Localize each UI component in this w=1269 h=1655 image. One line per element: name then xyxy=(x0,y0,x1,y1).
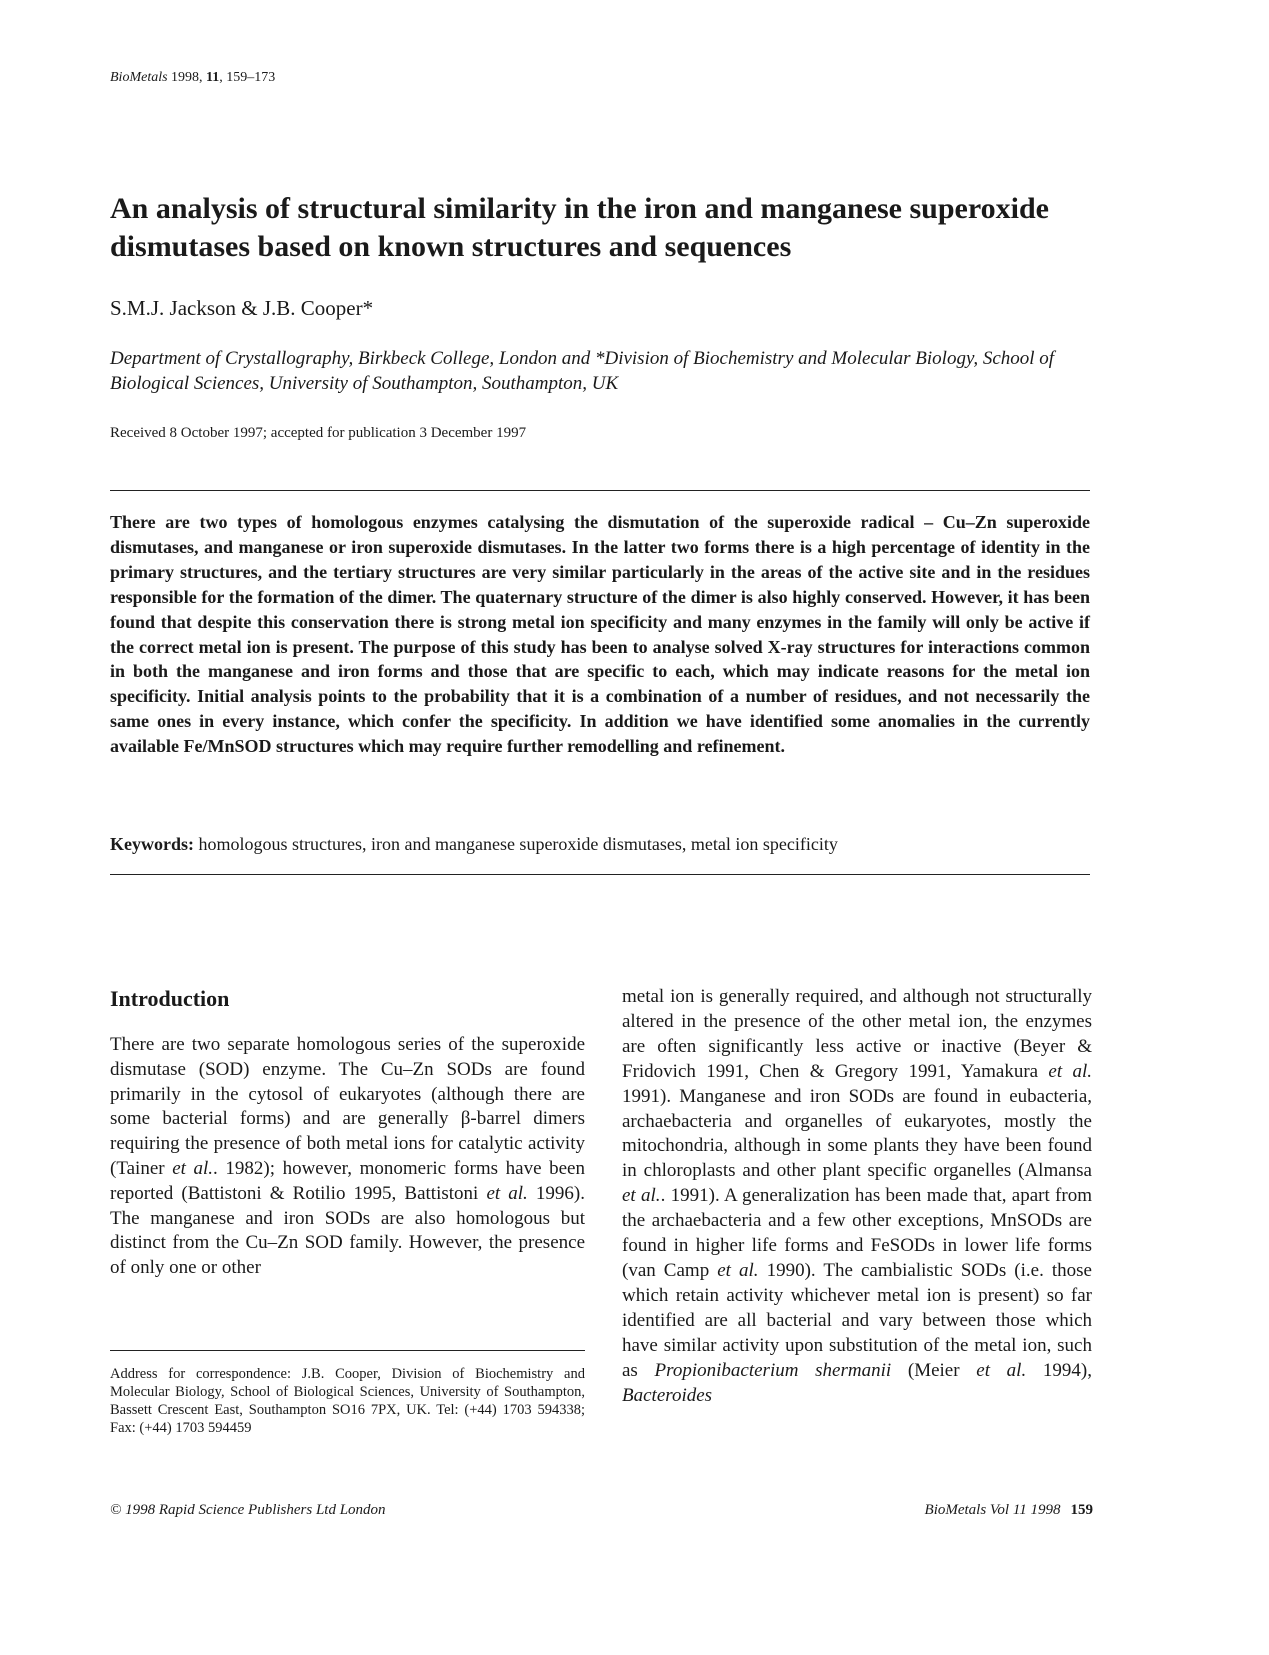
text-run: . 1982); however, monomeric forms have been reported (Battistoni & Rotilio 1995, Battistoni xyxy=(110,1157,585,1204)
received-dates: Received 8 October 1997; accepted for publication 3 December 1997 xyxy=(110,425,527,441)
page-number: 159 xyxy=(1070,1502,1093,1518)
text-run: 1991). Manganese and iron SODs are found in eubacteria, archaebacteria and organelles of eukaryotes, mostly the mitochondria, although in some plants they have been found in chloroplasts and other plant specific organelles (Almansa xyxy=(622,1085,1092,1182)
running-head-pages: , 159–173 xyxy=(219,70,276,85)
abstract-top-rule xyxy=(110,490,1090,491)
citation-etal: et al. xyxy=(172,1157,214,1179)
article-title: An analysis of structural similarity in the iron and manganese superoxide dismutases based on known structures and sequences xyxy=(110,192,1049,263)
citation-etal: et al. xyxy=(486,1182,528,1204)
citation-etal: et al. xyxy=(1048,1060,1092,1082)
keywords-label: Keywords: xyxy=(110,834,194,854)
text-run: 1996). The manganese and iron SODs are also homologous but distinct from the Cu–Zn SOD family. However, the presence of only one or other xyxy=(110,1182,585,1279)
running-head-volume: 11 xyxy=(206,70,220,85)
species-name: Propionibacterium shermanii xyxy=(654,1359,892,1381)
running-head-year: 1998, xyxy=(171,70,203,85)
citation-etal: et al. xyxy=(622,1185,661,1207)
abstract-bottom-rule xyxy=(110,874,1090,875)
text-run: . 1991). A generalization has been made that, apart from the archaebacteria and a few other exceptions, MnSODs are found in higher life forms and FeSODs in lower life forms (van Camp xyxy=(622,1185,1092,1281)
page-footer xyxy=(925,1502,1093,1519)
correspondence-footnote: Address for correspondence: J.B. Cooper, Division of Biochemistry and Molecular Biology, School of Biological Sciences, University of Southampton, Bassett Crescent East, Southampton SO16 7PX, UK. Tel: (+44) 1703 594338; Fax: (+44) 1703 594459 xyxy=(110,1366,585,1436)
text-run: 1990). The cambialistic SODs (i.e. those which retain activity whichever metal ion is present) so far identified are all bacterial and vary between those which have similar activity upon substitution of the metal ion, such as xyxy=(622,1259,1092,1381)
introduction-paragraph-right xyxy=(622,985,1092,1408)
species-name: Bacteroides xyxy=(622,1384,713,1406)
text-run: 1994), xyxy=(1026,1359,1093,1381)
abstract: There are two types of homologous enzymes catalysing the dismutation of the superoxide radical – Cu–Zn superoxide dismutases, and manganese or iron superoxide dismutases. In the latter two forms there is a high percentage of identity in the primary structures, and the tertiary structures are very similar particularly in the areas of the active site and in the residues responsible for the formation of the dimer. The quaternary structure of the dimer is also highly conserved. However, it has been found that despite this conservation there is strong metal ion specificity and many enzymes in the family will only be active if the correct metal ion is present. The purpose of this study has been to analyse solved X-ray structures for interactions common in both the manganese and iron forms and those that are specific to each, which may indicate reasons for the metal ion specificity. Initial analysis points to the probability that it is a combination of a number of residues, and not necessarily the same ones in every instance, which confer the specificity. In addition we have identified some anomalies in the currently available Fe/MnSOD structures which may require further remodelling and refinement. xyxy=(110,512,1090,757)
running-head xyxy=(110,70,275,86)
affiliation: Department of Crystallography, Birkbeck College, London and *Division of Biochemistry and Molecular Biology, School of Biological Sciences, University of Southampton, Southampton, UK xyxy=(110,348,1055,394)
footnote-rule xyxy=(110,1350,585,1351)
text-run: metal ion is generally required, and although not structurally altered in the presence of the other metal ion, the enzymes are often significantly less active or inactive (Beyer & Fridovich 1991, Chen & Gregory 1991, Yamakura xyxy=(622,986,1092,1082)
citation-etal: et al. xyxy=(717,1259,759,1281)
right-column xyxy=(622,985,1092,1408)
text-run: (Meier xyxy=(891,1359,977,1381)
authors: S.M.J. Jackson & J.B. Cooper* xyxy=(110,296,374,320)
footer-journal: BioMetals Vol 11 1998 xyxy=(924,1502,1061,1518)
introduction-paragraph-left xyxy=(110,1033,585,1281)
text-run: There are two separate homologous series of the superoxide dismutase (SOD) enzyme. The Cu–Zn SODs are found primarily in the cytosol of eukaryotes (although there are some bacterial forms) and are generally β-barrel dimers requiring the presence of both metal ions for catalytic activity (Tainer xyxy=(110,1034,585,1179)
left-column xyxy=(110,985,585,1281)
copyright-line: © 1998 Rapid Science Publishers Ltd London xyxy=(110,1502,386,1518)
keywords-text: homologous structures, iron and manganese superoxide dismutases, metal ion specificity xyxy=(198,834,838,854)
introduction-heading: Introduction xyxy=(110,986,230,1011)
keywords xyxy=(110,834,1090,855)
citation-etal: et al. xyxy=(976,1359,1027,1381)
running-head-journal: BioMetals xyxy=(110,70,168,85)
